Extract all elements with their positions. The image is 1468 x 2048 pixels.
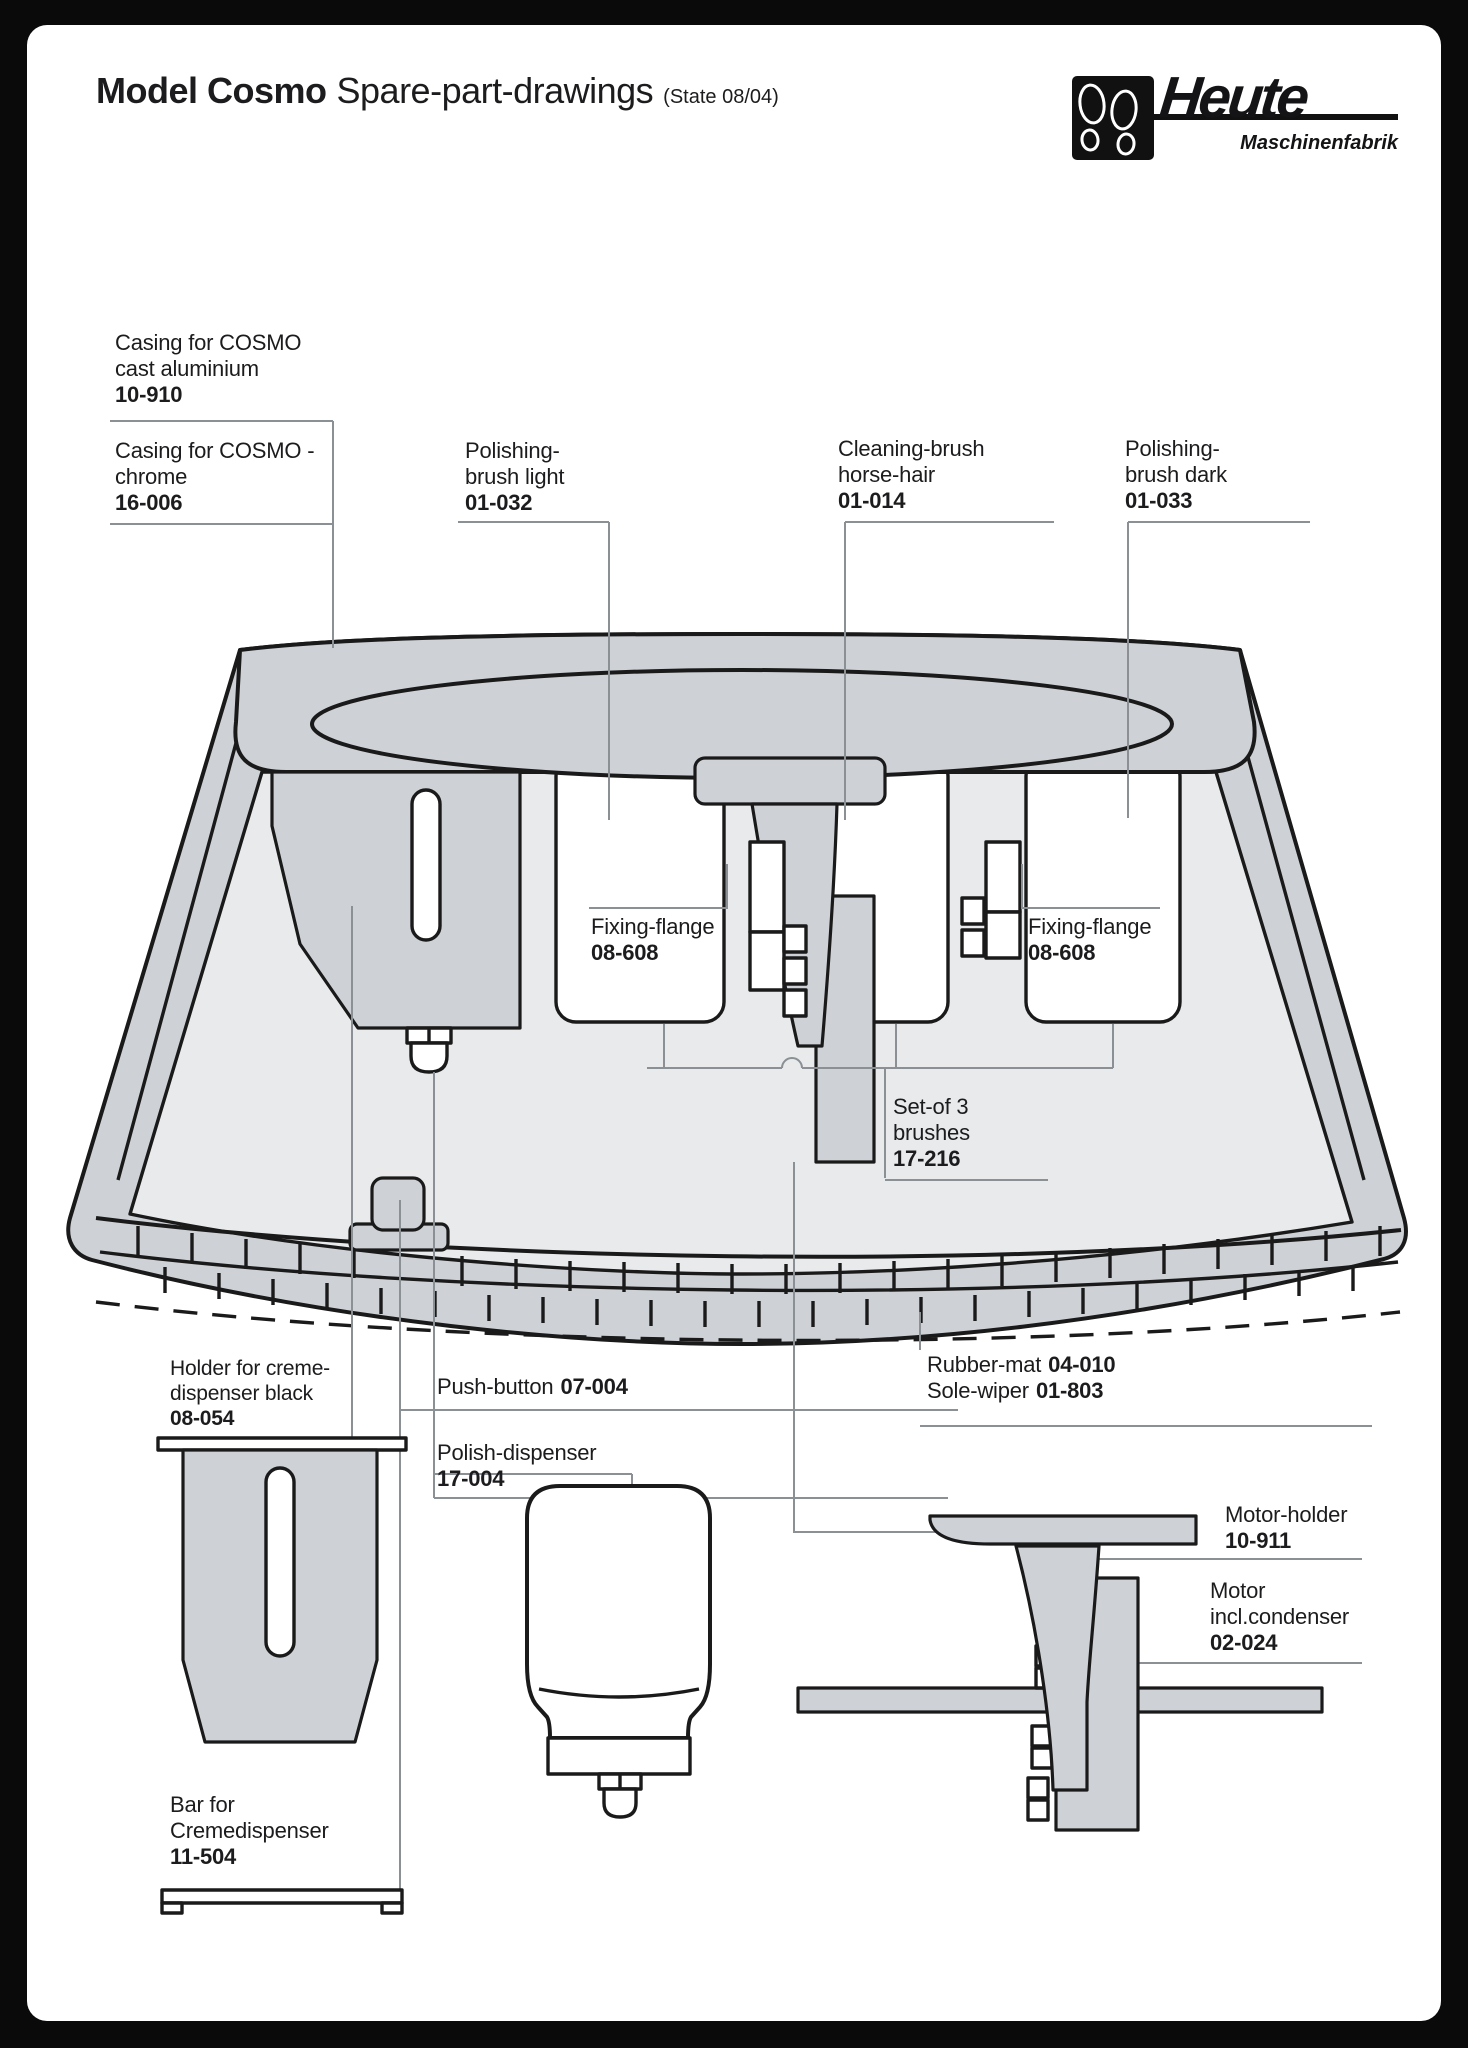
motor-drawing: [798, 1516, 1322, 1830]
label-holder: Holder for creme- dispenser black 08-054: [170, 1357, 330, 1430]
brush-dark-shape: [1026, 756, 1180, 1022]
holder-drawing: [158, 1438, 406, 1742]
label-fixing-flange-left: Fixing-flange 08-608: [591, 914, 715, 965]
label-brush-set: Set-of 3 brushes 17-216: [893, 1094, 970, 1171]
label-casing-chrome: Casing for COSMO - chrome 16-006: [115, 438, 315, 515]
label-casing-aluminium: Casing for COSMO cast aluminium 10-910: [115, 330, 302, 407]
label-fixing-flange-right: Fixing-flange 08-608: [1028, 914, 1152, 965]
label-motor-holder: Motor-holder 10-911: [1225, 1502, 1348, 1553]
label-polish-dispenser: Polish-dispenser 17-004: [437, 1440, 597, 1491]
label-brush-light: Polishing- brush light 01-032: [465, 438, 565, 515]
motor-holder-plate: [930, 1516, 1196, 1544]
brand-subtitle: Maschinenfabrik: [1240, 132, 1398, 154]
motor-holder-funnel: [1016, 1546, 1099, 1790]
label-brush-dark: Polishing- brush dark 01-033: [1125, 436, 1227, 513]
label-rubber-mat: Rubber-mat 04-010 Sole-wiper 01-803: [927, 1352, 1116, 1403]
label-motor: Motor incl.condenser 02-024: [1210, 1578, 1350, 1655]
machine-drawing: [68, 634, 1406, 1344]
polish-dispenser-drawing: [527, 1486, 710, 1817]
brand-logotype: Heute: [1156, 65, 1310, 130]
shaft-collar: [695, 758, 885, 804]
bar-drawing: [162, 1890, 402, 1913]
label-push-button: Push-button 07-004: [437, 1374, 628, 1399]
title-state: (State 08/04): [663, 86, 779, 108]
title-model: Model Cosmo: [96, 70, 327, 111]
label-bar: Bar for Cremedispenser 11-504: [170, 1792, 329, 1869]
label-brush-cleaning: Cleaning-brush horse-hair 01-014: [838, 436, 985, 513]
title-rest: Spare-part-drawings: [336, 70, 654, 111]
page-title: [96, 70, 779, 112]
